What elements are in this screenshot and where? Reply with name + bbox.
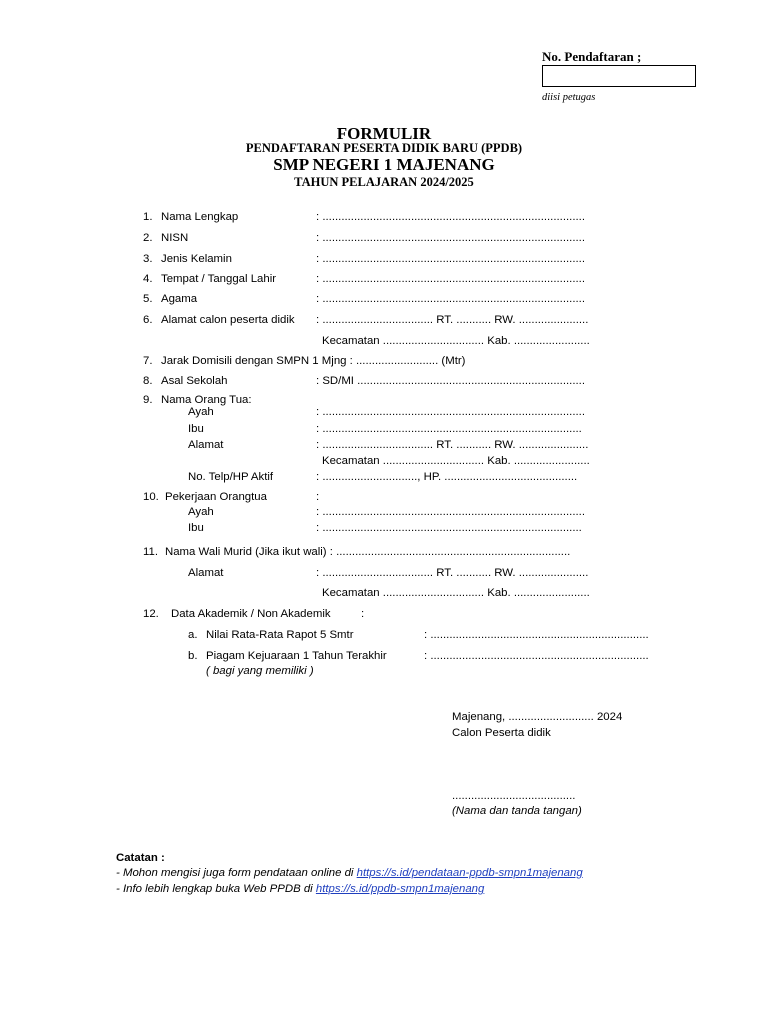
field-value-father[interactable]: : ...................................................................................: [316, 406, 585, 418]
field-number: 4.: [143, 273, 153, 285]
field-number: 7.: [143, 355, 153, 367]
field-number: 6.: [143, 314, 153, 326]
field-guardian[interactable]: Nama Wali Murid (Jika ikut wali) : ..........................................................................: [165, 546, 571, 558]
field-label-report-average: Nilai Rata-Rata Rapot 5 Smtr: [206, 629, 354, 641]
field-number: 5.: [143, 293, 153, 305]
note-text: - Mohon mengisi juga form pendataan online di: [116, 867, 357, 879]
field-value-gender[interactable]: : ...................................................................................: [316, 253, 585, 265]
list-marker: a.: [188, 629, 198, 641]
field-label-father-occupation: Ayah: [188, 506, 214, 518]
field-label-birth: Tempat / Tanggal Lahir: [161, 273, 277, 285]
form-subtitle: PENDAFTARAN PESERTA DIDIK BARU (PPDB): [245, 141, 523, 155]
field-number: 10.: [143, 491, 159, 503]
field-number: 2.: [143, 232, 153, 244]
field-number: 12.: [143, 608, 159, 620]
field-distance[interactable]: Jarak Domisili dengan SMPN 1 Mjng : .......................... (Mtr): [161, 355, 466, 367]
list-marker: b.: [188, 650, 198, 662]
field-label-phone: No. Telp/HP Aktif: [188, 471, 274, 483]
field-value-guardian-address[interactable]: : ................................... RT. ........... RW. ......................: [316, 567, 589, 579]
certificate-note: ( bagi yang memiliki ): [206, 665, 314, 677]
field-value-parent-address[interactable]: : ................................... RT. ........... RW. ......................: [316, 439, 589, 451]
field-value-father-occupation[interactable]: : ...................................................................................: [316, 506, 585, 518]
field-value-name[interactable]: : ...................................................................................: [316, 211, 585, 223]
field-colon: :: [361, 608, 365, 620]
field-number: 11.: [143, 546, 158, 558]
field-label-school: Asal Sekolah: [161, 375, 228, 387]
field-value-district[interactable]: Kecamatan ................................ Kab. ........................: [322, 335, 590, 347]
note-item: [116, 884, 484, 895]
field-label-occupation: Pekerjaan Orangtua: [165, 491, 267, 503]
field-colon: :: [316, 491, 320, 503]
signature-place-date[interactable]: Majenang, ........................... 2024: [452, 711, 623, 723]
ppdb-web-link[interactable]: https://s.id/ppdb-smpn1majenang: [315, 883, 485, 895]
field-label-academic: Data Akademik / Non Akademik: [171, 608, 331, 620]
field-label-certificate: Piagam Kejuaraan 1 Tahun Terakhir: [206, 650, 387, 662]
field-label-guardian-address: Alamat: [188, 567, 224, 579]
field-label-name: Nama Lengkap: [161, 211, 239, 223]
notes-title: Catatan :: [116, 852, 165, 864]
field-value-phone[interactable]: : .............................., HP. ..........................................: [316, 471, 578, 483]
field-value-religion[interactable]: : ...................................................................................: [316, 293, 585, 305]
school-name: SMP NEGERI 1 MAJENANG: [273, 155, 495, 174]
field-label-mother: Ibu: [188, 423, 204, 435]
field-label-gender: Jenis Kelamin: [161, 253, 232, 265]
field-label-parents: Nama Orang Tua:: [161, 394, 252, 406]
field-value-mother-occupation[interactable]: : ..................................................................................: [316, 522, 582, 534]
field-label-address: Alamat calon peserta didik: [161, 314, 295, 326]
registration-number-field[interactable]: [542, 65, 696, 87]
field-value-address[interactable]: : ................................... RT. ........... RW. ......................: [316, 314, 589, 326]
field-number: 9.: [143, 394, 153, 406]
field-label-parent-address: Alamat: [188, 439, 224, 451]
note-text: - Info lebih lengkap buka Web PPDB di: [116, 883, 316, 895]
field-number: 3.: [143, 253, 153, 265]
form-title: FORMULIR: [336, 124, 432, 143]
registration-label: No. Pendaftaran ;: [542, 49, 642, 64]
field-value-school[interactable]: : SD/MI ........................................................................: [316, 375, 585, 387]
field-value-nisn[interactable]: : ...................................................................................: [316, 232, 585, 244]
field-label-religion: Agama: [161, 293, 198, 305]
field-value-mother[interactable]: : ..................................................................................: [316, 423, 582, 435]
field-value-report-average[interactable]: : .....................................................................: [424, 629, 649, 641]
registration-note: diisi petugas: [542, 92, 596, 103]
field-value-certificate[interactable]: : .....................................................................: [424, 650, 649, 662]
pendataan-link[interactable]: https://s.id/pendataan-ppdb-smpn1majenang: [356, 867, 583, 879]
field-number: 8.: [143, 375, 153, 387]
field-label-father: Ayah: [188, 406, 214, 418]
note-item: [116, 868, 583, 879]
signature-line[interactable]: .......................................: [452, 790, 576, 802]
academic-year: TAHUN PELAJARAN 2024/2025: [294, 175, 474, 189]
field-value-guardian-district[interactable]: Kecamatan ................................ Kab. ........................: [322, 587, 590, 599]
field-value-parent-district[interactable]: Kecamatan ................................ Kab. ........................: [322, 455, 590, 467]
signature-caption: (Nama dan tanda tangan): [452, 805, 582, 817]
field-value-birth[interactable]: : ...................................................................................: [316, 273, 585, 285]
field-label-nisn: NISN: [161, 232, 189, 244]
field-label-mother-occupation: Ibu: [188, 522, 204, 534]
field-number: 1.: [143, 211, 153, 223]
signature-role: Calon Peserta didik: [452, 727, 551, 739]
